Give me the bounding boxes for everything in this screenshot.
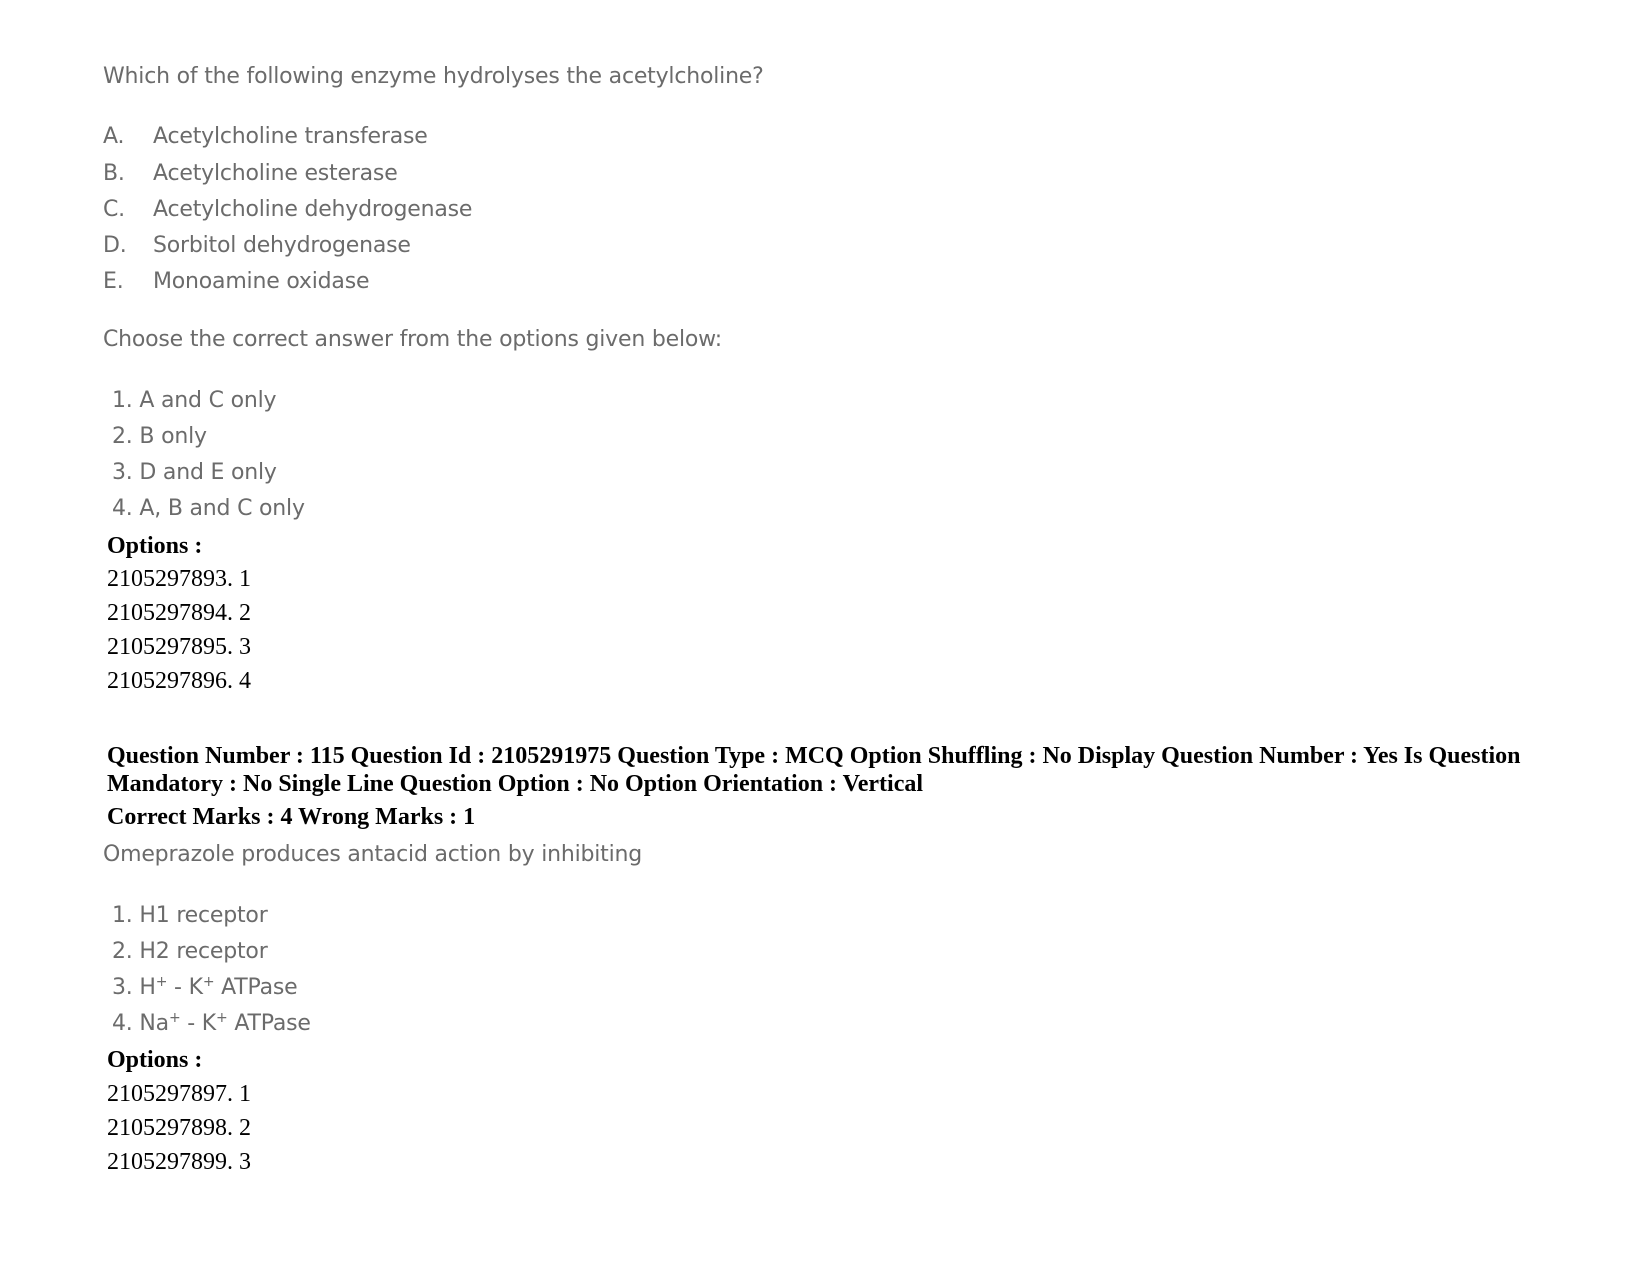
marks-line: Correct Marks : 4 Wrong Marks : 1	[107, 804, 476, 830]
answer-text: - K	[180, 1011, 217, 1036]
answer-item: 4. A, B and C only	[112, 496, 305, 521]
statement-letter: C.	[103, 197, 125, 222]
option-id: 2105297896. 4	[107, 668, 251, 694]
statement-text: Acetylcholine esterase	[153, 161, 398, 186]
question-text: Omeprazole produces antacid action by inhibiting	[103, 842, 643, 867]
answer-item	[112, 1011, 311, 1036]
superscript: +	[168, 1010, 181, 1026]
statement-item	[103, 269, 369, 294]
answer-text: ATPase	[214, 975, 298, 1000]
option-id: 2105297895. 3	[107, 634, 251, 660]
statement-text: Monoamine oxidase	[153, 269, 370, 294]
answer-item: 1. A and C only	[112, 388, 277, 413]
statement-letter: A.	[103, 124, 125, 149]
option-id: 2105297899. 3	[107, 1149, 251, 1175]
answer-item: 2. H2 receptor	[112, 939, 268, 964]
option-id: 2105297893. 1	[107, 566, 251, 592]
answer-item	[112, 975, 298, 1000]
statement-letter: D.	[103, 233, 127, 258]
statement-item	[103, 197, 472, 222]
statement-item	[103, 161, 398, 186]
options-label: Options :	[107, 1047, 203, 1073]
option-id: 2105297894. 2	[107, 600, 251, 626]
question-meta: Question Number : 115 Question Id : 2105291975 Question Type : MCQ Option Shuffling : No Display Question Number : Yes Is Question Mandatory : No Single Line Question Option : No Option Orientation : Vertical	[107, 743, 1521, 797]
statement-item	[103, 233, 411, 258]
statement-text: Acetylcholine transferase	[153, 124, 428, 149]
option-id: 2105297898. 2	[107, 1115, 251, 1141]
statement-text: Sorbitol dehydrogenase	[153, 233, 411, 258]
question-text: Which of the following enzyme hydrolyses the acetylcholine?	[103, 64, 764, 89]
answer-text: 4. Na	[112, 1011, 169, 1036]
answer-item: 3. D and E only	[112, 460, 277, 485]
option-id: 2105297897. 1	[107, 1081, 251, 1107]
answer-text: - K	[167, 975, 203, 1000]
answer-text: ATPase	[227, 1011, 311, 1036]
answer-text: 3. H	[112, 975, 156, 1000]
statement-text: Acetylcholine dehydrogenase	[153, 197, 473, 222]
statement-letter: E.	[103, 269, 124, 294]
superscript: +	[202, 974, 215, 990]
options-label: Options :	[107, 533, 203, 559]
superscript: +	[216, 1010, 228, 1026]
answer-item: 2. B only	[112, 424, 207, 449]
statement-letter: B.	[103, 161, 125, 186]
answer-item: 1. H1 receptor	[112, 903, 268, 928]
statement-item	[103, 124, 428, 149]
instruction-text: Choose the correct answer from the options given below:	[103, 327, 722, 352]
superscript: +	[155, 974, 168, 990]
